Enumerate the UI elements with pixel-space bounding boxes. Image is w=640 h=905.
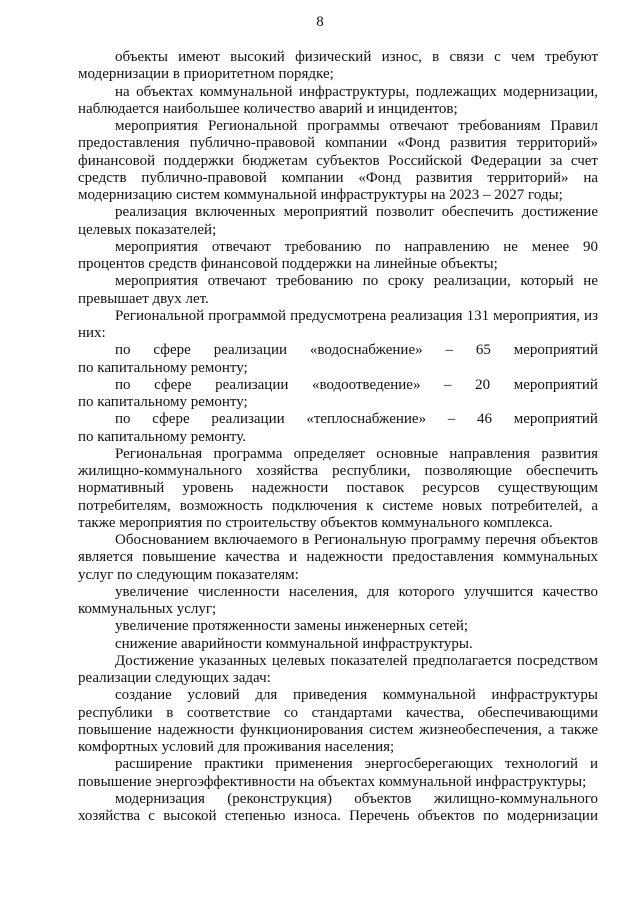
measure-word: по bbox=[115, 411, 131, 428]
measure-line bbox=[78, 377, 598, 394]
measure-count: 65 bbox=[475, 342, 491, 359]
paragraph: Обоснованием включаемого в Региональную программу перечня объектов является повышение качества и надежности предоставления коммунальных услуг по следующим показателям: bbox=[78, 532, 598, 583]
paragraph: мероприятия отвечают требованию по направлению не менее 90 процентов средств финансовой поддержки на линейные объекты; bbox=[78, 238, 598, 272]
measure-word: – bbox=[445, 342, 453, 359]
paragraph: модернизация (реконструкция) объектов жилищно-коммунального хозяйства с высокой степенью износа. Перечень объектов по модернизации bbox=[78, 790, 598, 824]
paragraph: Региональной программой предусмотрена реализация 131 мероприятия, из них: bbox=[78, 307, 598, 341]
paragraph: увеличение численности населения, для которого улучшится качество коммунальных услуг; bbox=[78, 583, 598, 617]
paragraph: Региональная программа определяет основные направления развития жилищно-коммунального хозяйства республики, позволяющие обеспечить нормативный уровень надежности поставок ресурсов существующим потребителям, возможность подключения к системе новых потребителей, а также мероприятия по строительству объектов коммунального комплекса. bbox=[78, 445, 598, 531]
measure-word: мероприятий bbox=[513, 376, 598, 393]
measure-word: – bbox=[447, 411, 456, 428]
measure-word: по bbox=[115, 376, 131, 393]
measure-item bbox=[78, 411, 598, 446]
paragraph: Достижение указанных целевых показателей предполагается посредством реализации следующих задач: bbox=[78, 652, 598, 686]
measure-continuation: по капитальному ремонту; bbox=[78, 359, 248, 376]
paragraph: реализация включенных мероприятий позволит обеспечить достижение целевых показателей; bbox=[78, 204, 598, 238]
paragraph: объекты имеют высокий физический износ, в связи с чем требуют модернизации в приоритетном порядке; bbox=[78, 49, 598, 83]
paragraph: снижение аварийности коммунальной инфраструктуры. bbox=[115, 635, 473, 652]
measure-word: «водоснабжение» bbox=[309, 342, 423, 359]
measure-count: 20 bbox=[475, 376, 491, 393]
measure-item bbox=[78, 377, 598, 412]
paragraph: мероприятия Региональной программы отвечают требованиям Правил предоставления публично-правовой компании «Фонд развития территорий» финансовой поддержки бюджетам субъектов Российской Федерации за счет средств публично-правовой компании «Фонд развития территорий» на модернизацию систем коммунальной инфраструктуры на 2023 – 2027 годы; bbox=[78, 118, 598, 203]
paragraph: расширение практики применения энергосберегающих технологий и повышение энергоэффективности на объектах коммунальной инфраструктуры; bbox=[78, 756, 598, 790]
measure-word: сфере bbox=[152, 411, 190, 428]
measure-word: реализации bbox=[213, 342, 288, 359]
measure-word: сфере bbox=[154, 376, 192, 393]
measure-word: «водоотведение» bbox=[311, 376, 421, 393]
paragraph: создание условий для приведения коммунальной инфраструктуры республики в соответствие со стандартами качества, обеспечивающими повышение надежности функционирования систем жизнеобеспечения, а также комфортных условий для проживания населения; bbox=[78, 687, 598, 755]
measure-word: реализации bbox=[215, 376, 289, 393]
document-body bbox=[78, 49, 598, 825]
measure-count: 46 bbox=[477, 411, 492, 428]
paragraph: мероприятия отвечают требованию по сроку реализации, который не превышает двух лет. bbox=[78, 273, 598, 307]
measure-continuation: по капитальному ремонту. bbox=[78, 428, 246, 445]
measure-word: по bbox=[115, 342, 131, 359]
paragraph: увеличение протяженности замены инженерных сетей; bbox=[115, 618, 469, 635]
measure-word: мероприятий bbox=[513, 342, 598, 359]
measure-line bbox=[78, 342, 598, 359]
measure-word: – bbox=[444, 376, 452, 393]
measure-word: сфере bbox=[153, 342, 191, 359]
measure-continuation: по капитальному ремонту; bbox=[78, 394, 248, 410]
measure-line bbox=[78, 411, 598, 428]
measure-word: реализации bbox=[211, 411, 285, 428]
page-number: 8 bbox=[316, 14, 324, 30]
paragraph: на объектах коммунальной инфраструктуры, подлежащих модернизации, наблюдается наибольшее количество аварий и инцидентов; bbox=[78, 83, 598, 117]
measure-word: «теплоснабжение» bbox=[306, 411, 427, 428]
measure-item bbox=[78, 342, 598, 377]
measure-word: мероприятий bbox=[513, 411, 598, 428]
